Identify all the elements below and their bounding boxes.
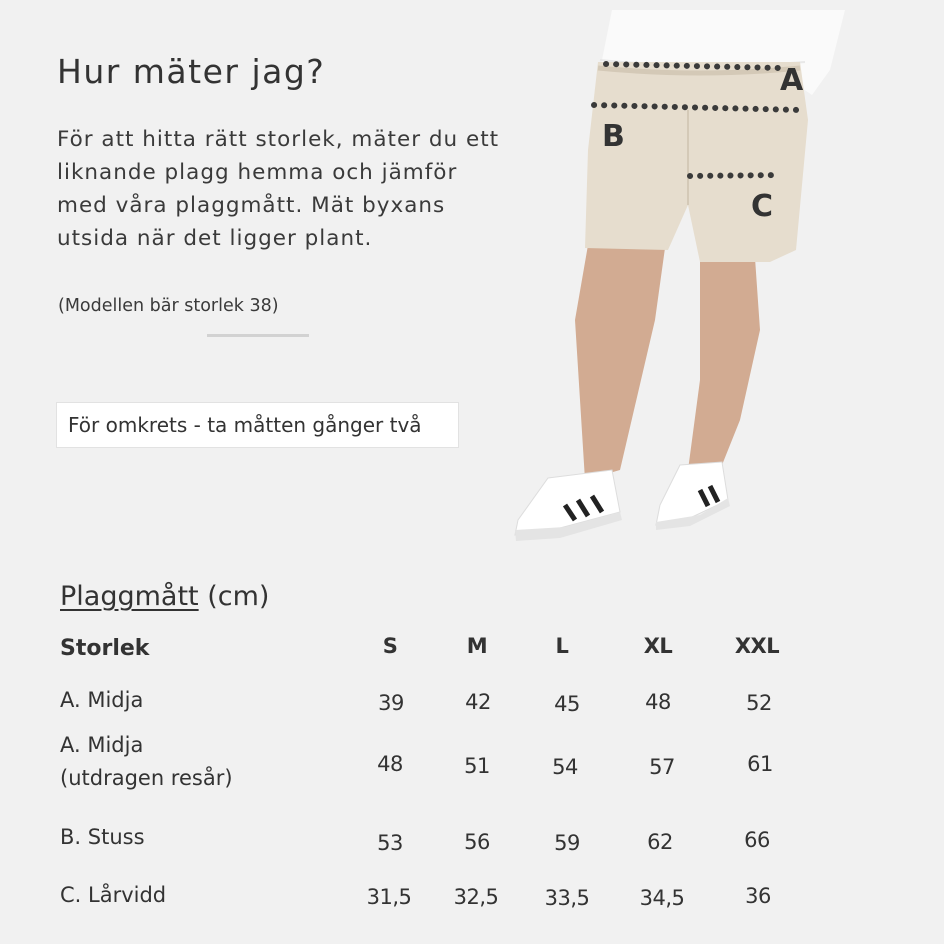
intro-text bbox=[57, 123, 527, 255]
right-leg bbox=[688, 255, 760, 470]
row-label-waist-stretched: A. Midja bbox=[60, 733, 144, 757]
size-header-xl: XL bbox=[643, 634, 673, 658]
table-cell: 59 bbox=[554, 831, 580, 855]
row-label-hip: B. Stuss bbox=[60, 825, 145, 849]
left-leg bbox=[575, 245, 665, 480]
size-header-s: S bbox=[382, 634, 398, 658]
model-photo bbox=[505, 8, 855, 548]
right-shoe bbox=[656, 462, 728, 525]
row-label-waist-stretched-note: (utdragen resår) bbox=[60, 766, 233, 790]
size-header-xxl: XXL bbox=[734, 634, 780, 658]
measure-label-b: B bbox=[602, 119, 625, 154]
shirt bbox=[600, 10, 805, 70]
intro-line: För att hitta rätt storlek, mäter du ett bbox=[57, 127, 500, 152]
table-cell: 57 bbox=[649, 755, 675, 779]
size-table-heading-unit: (cm) bbox=[198, 581, 270, 612]
size-header-l: L bbox=[555, 634, 569, 658]
table-cell: 34,5 bbox=[639, 886, 685, 910]
left-shoe bbox=[515, 470, 620, 535]
measure-label-c: C bbox=[751, 189, 774, 224]
table-cell: 42 bbox=[465, 690, 491, 714]
intro-line: med våra plaggmått. Mät byxans bbox=[57, 193, 446, 218]
table-cell: 48 bbox=[645, 690, 671, 714]
table-cell: 62 bbox=[647, 830, 673, 854]
table-cell: 61 bbox=[747, 752, 773, 776]
table-cell: 56 bbox=[464, 830, 490, 854]
table-cell: 52 bbox=[746, 691, 772, 715]
size-table-heading-link[interactable]: Plaggmått bbox=[60, 581, 199, 612]
size-table-heading bbox=[60, 581, 269, 612]
circumference-note: För omkrets - ta måtten gånger två bbox=[56, 402, 459, 448]
intro-line: liknande plagg hemma och jämför bbox=[57, 160, 458, 185]
intro-line: utsida när det ligger plant. bbox=[57, 226, 373, 251]
row-label-thigh: C. Lårvidd bbox=[60, 883, 167, 907]
table-cell: 53 bbox=[377, 831, 403, 855]
divider bbox=[207, 334, 309, 337]
table-cell: 51 bbox=[464, 754, 490, 778]
table-cell: 45 bbox=[554, 692, 580, 716]
table-cell: 66 bbox=[744, 828, 770, 852]
table-cell: 54 bbox=[552, 755, 578, 779]
table-cell: 36 bbox=[745, 884, 771, 908]
row-label-waist: A. Midja bbox=[60, 688, 144, 712]
shorts bbox=[585, 62, 808, 262]
table-cell: 32,5 bbox=[453, 885, 499, 909]
table-cell: 31,5 bbox=[366, 885, 412, 909]
measure-label-a: A bbox=[780, 63, 804, 98]
size-column-header: Storlek bbox=[60, 636, 150, 661]
size-header-m: M bbox=[466, 634, 488, 658]
model-size-note: (Modellen bär storlek 38) bbox=[58, 296, 279, 316]
table-cell: 48 bbox=[377, 752, 403, 776]
table-cell: 33,5 bbox=[544, 886, 590, 910]
table-cell: 39 bbox=[378, 691, 404, 715]
page-title: Hur mäter jag? bbox=[57, 52, 326, 91]
